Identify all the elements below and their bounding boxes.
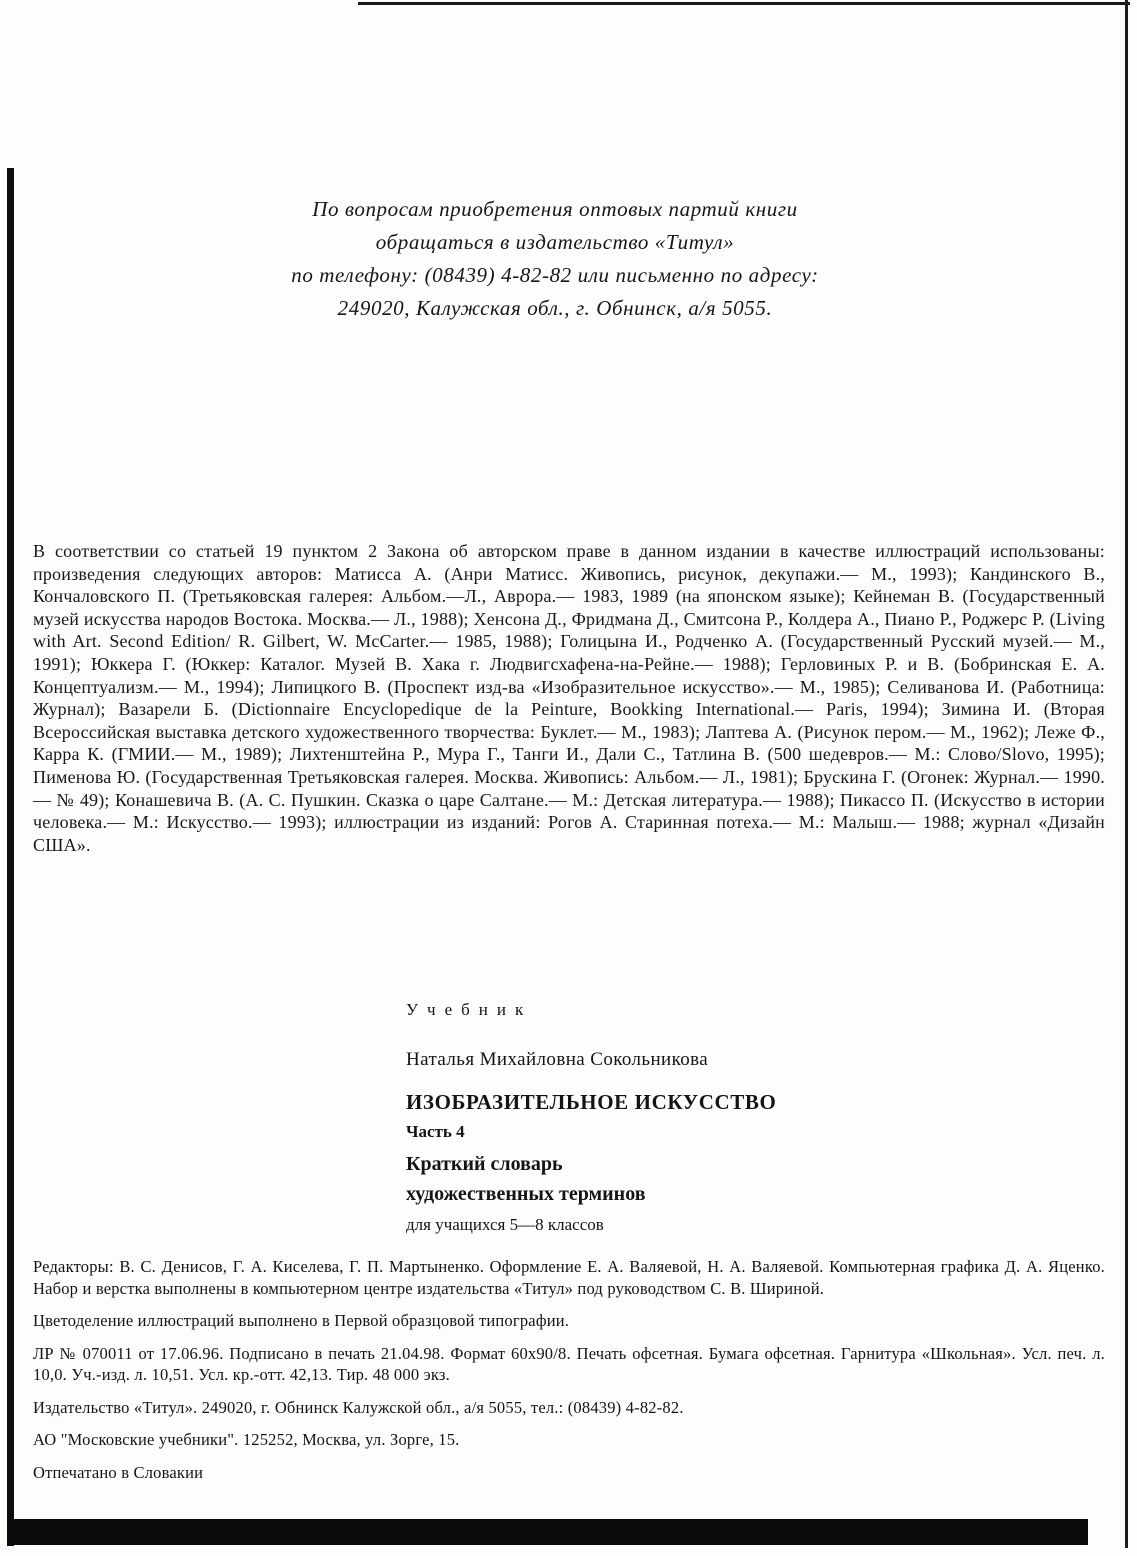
scan-edge-right (1125, 0, 1128, 1548)
imprint-block (33, 1256, 1105, 1494)
imprint-publisher: Издательство «Титул». 249020, г. Обнинск Калужской обл., а/я 5055, тел.: (08439) 4-82-82. (33, 1397, 684, 1417)
scan-edge-bottom (8, 1519, 1088, 1545)
book-part: Часть 4 (406, 1122, 465, 1141)
imprint-distributor: АО "Московские учебники". 125252, Москва, ул. Зорге, 15. (33, 1430, 460, 1449)
publication-kind-label: Учебник (406, 1000, 533, 1019)
imprint-printed-in: Отпечатано в Словакии (33, 1462, 204, 1482)
ordering-notice-line: обращаться в издательство «Титул» (375, 230, 735, 254)
ordering-notice-line: 249020, Калужская обл., г. Обнинск, а/я 5055. (337, 296, 773, 320)
scan-edge-left (7, 168, 14, 1546)
ordering-notice-line: по телефону: (08439) 4-82-82 или письменно по адресу: (291, 263, 819, 287)
ordering-notice-line: По вопросам приобретения оптовых партий книги (312, 197, 798, 221)
imprint-color-separation: Цветоделение иллюстраций выполнено в Первой образцовой типографии. (33, 1311, 570, 1330)
book-info-block (406, 1000, 966, 1235)
copyright-illustrations-paragraph: В соответствии со статьей 19 пунктом 2 Закона об авторском праве в данном издании в качестве иллюстраций использованы: произведения следующих авторов: Матисса А. (Анри Матисс. Живопись, рисунок, декупажи.— М., 1993); Кандинского В., Кончаловского П. (Третьяковская галерея: Альбом.—Л., Аврора.— 1983, 1989 (на японском языке); Кейнеман В. (Государственный музей искусства народов Востока. Москва.— Л., 1988); Хенсона Д., Фридмана Д., Смитсона Р., Колдера А., Пиано Р., Роджерс Р. (Living with Art. Second Edition/ R. Gilbert, W. McCarter.— 1985, 1988); Голицына И., Родченко А. (Государственный Русский музей.— М., 1991); Юккера Г. (Юккер: Каталог. Музей В. Хака г. Людвигсхафена-на-Рейне.— 1988); Герловиных Р. и В. (Бобринская Е. А. Концептуализм.— М., 1994); Липицкого В. (Проспект изд-ва «Изобразительное искусство».— М., 1985); Селиванова И. (Работница: Журнал); Вазарели Б. (Dictionnaire Encyclopedique de la Peinture, Bookking International.— Paris, 1994); Зимина И. (Вторая Всероссийская выставка детского художественного творчества: Буклет.— М., 1983); Лаптева А. (Рисунок пером.— М., 1962); Леже Ф., Карра К. (ГМИИ.— М., 1989); Лихтенштейна Р., Мура Г., Танги И., Дали С., Татлина В. (500 шедевров.— М.: Слово/Slovo, 1995); Пименова Ю. (Государственная Третьяковская галерея. Москва. Живопись: Альбом.— Л., 1981); Брускина Г. (Огонек: Журнал.— 1990.— № 49); Конашевича В. (А. С. Пушкин. Сказка о царе Салтане.— М.: Детская литература.— 1988); Пикассо П. (Искусство в истории человека.— М.: Искусство.— 1993); иллюстрации из изданий: Рогов А. Старинная потеха.— М.: Малыш.— 1988; журнал «Дизайн США». (33, 541, 1105, 855)
scan-edge-top (358, 2, 1130, 5)
book-subtitle-line2: художественных терминов (406, 1183, 646, 1205)
imprint-editors: Редакторы: В. С. Денисов, Г. А. Киселева, Г. П. Мартыненко. Оформление Е. А. Валяевой, Н. А. Валяевой. Компьютерная графика Д. А. Яценко. Набор и верстка выполнены в компьютерном центре издательства «Титул» под руководством С. В. Шириной. (33, 1257, 1105, 1298)
ordering-notice (0, 193, 1110, 325)
book-title: ИЗОБРАЗИТЕЛЬНОЕ ИСКУССТВО (406, 1090, 777, 1114)
imprint-print-license: ЛР № 070011 от 17.06.96. Подписано в печать 21.04.98. Формат 60х90/8. Печать офсетная. Бумага офсетная. Гарнитура «Школьная». Усл. печ. л. 10,0. Уч.-изд. л. 10,51. Усл. кр.-отт. 42,13. Тир. 48 000 экз. (33, 1343, 1105, 1384)
book-author: Наталья Михайловна Сокольникова (406, 1049, 709, 1070)
book-subtitle-line1: Краткий словарь (406, 1153, 563, 1175)
book-audience: для учащихся 5—8 классов (406, 1215, 604, 1234)
